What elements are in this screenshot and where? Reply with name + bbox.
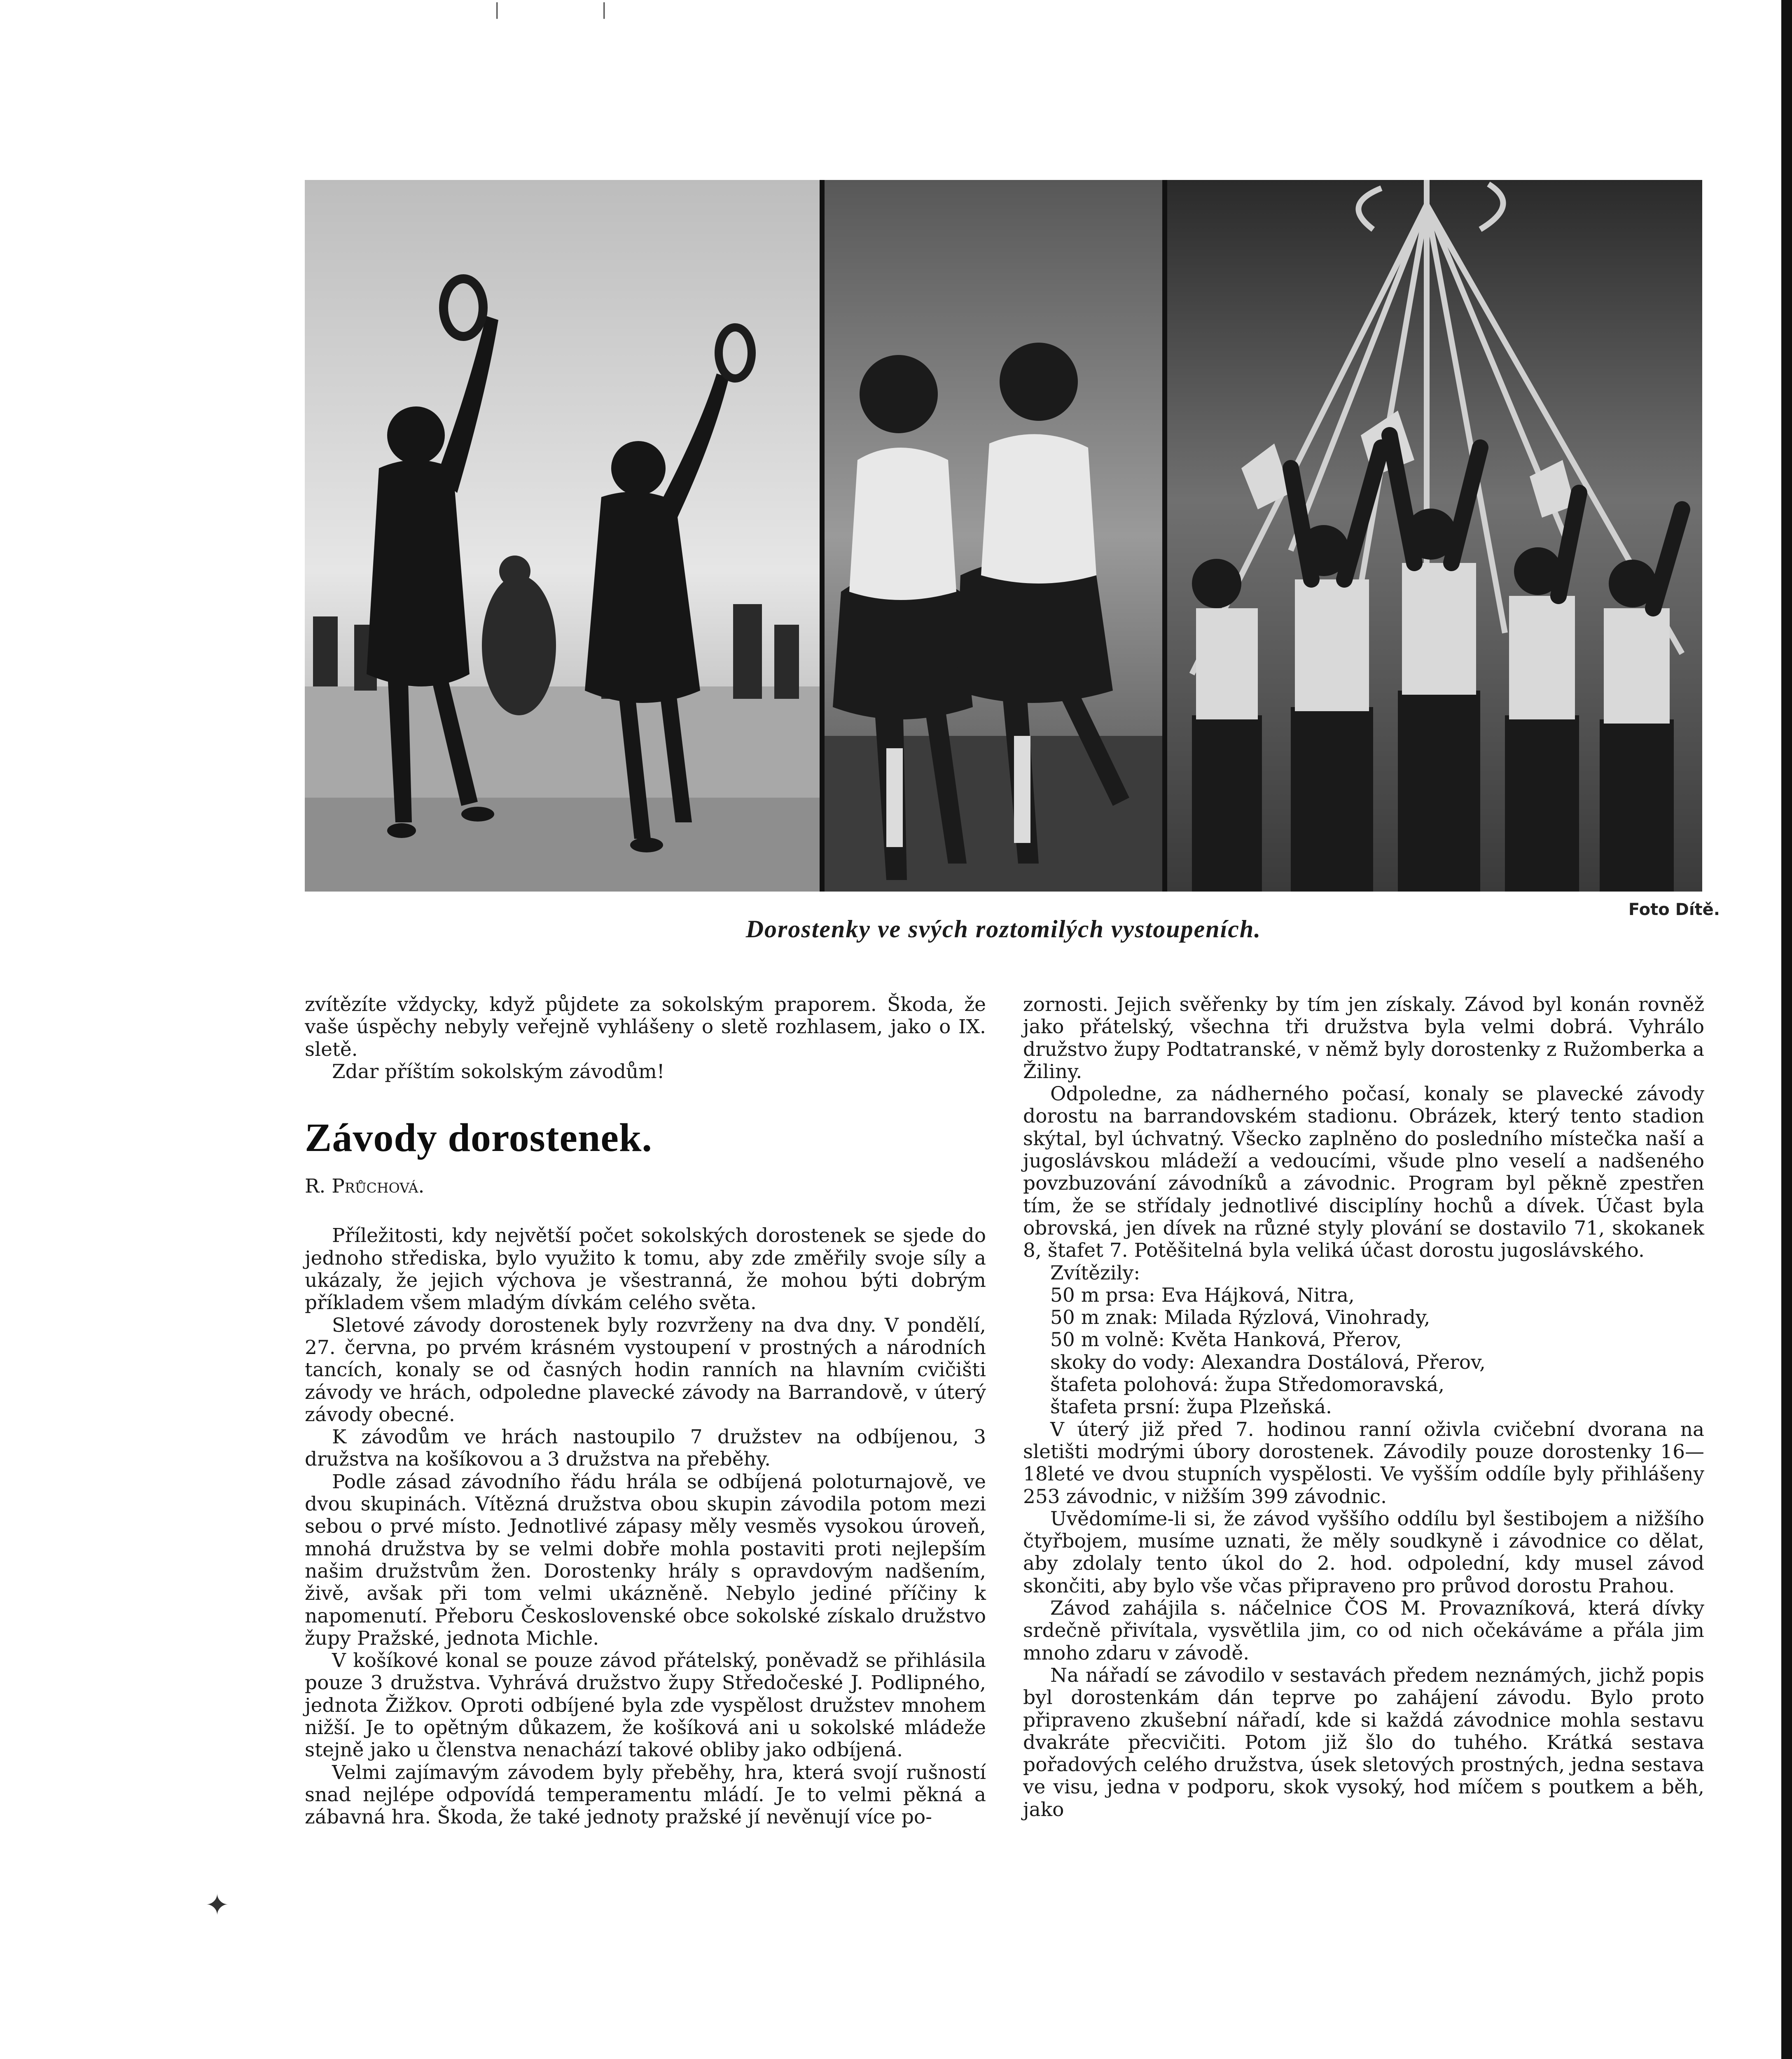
body-paragraph: Odpoledne, za nádherného počasí, konaly se plavecké závody dorostu na barrandovském stadionu. Obrázek, který tento stadion skýtal, byl úchvatný. Všecko zaplněno do posledního místečka naší a jugoslávskou mládeží a vedoucími, všude plno veselí a nadšeného povzbuzování závodníků a závodnic. Program byl pěkně zpestřen tím, že se střídaly jednotlivé disciplíny hochů a dívek. Účast byla obrovská, jen dívek na různé styly plování se dostavilo 71, skokanek 8, štafet 7. Potěšitelná byla veliká účast dorostu jugoslávského. [1023, 1083, 1704, 1262]
photo-credit: Foto Dítě. [1628, 900, 1720, 919]
body-paragraph: V košíkové konal se pouze závod přátelský, poněvadž se přihlásila pouze 3 družstva. Vyhrává družstvo župy Středočeské J. Podlipného, jednota Žižkov. Oproti odbíjené byla zde vyspělost družstev mnohem nižší. Je to opětným důkazem, že košíková ani u sokolské mládeže stejně jako u členstva nenachází takové obliby jako odbíjená. [305, 1649, 986, 1762]
page-edge [1781, 0, 1792, 2059]
body-paragraph: Příležitosti, kdy největší počet sokolských dorostenek se sjede do jednoho střediska, bylo využito k tomu, aby zde změřily svoje síly a ukázaly, že jejich výchova je všestranná, že mohou býti dobrým příkladem všem mladým dívkám celého světa. [305, 1224, 986, 1314]
left-column [305, 994, 986, 1829]
photo-two-dancing-girls [825, 180, 1162, 892]
right-column [1023, 994, 1704, 1821]
winners-heading: Zvítězily: [1050, 1261, 1140, 1284]
body-paragraph: Sletové závody dorostenek byly rozvrženy na dva dny. V pondělí, 27. června, po prvém krásném vystoupení v prostných a národních tancích, konaly se od časných hodin ranních na hlavním cvičišti závody ve hrách, odpoledne plavecké závody na Barrandově, v úterý závody obecné. [305, 1314, 986, 1426]
winner-entry: 50 m volně: Květa Hanková, Přerov, [1050, 1328, 1402, 1352]
winners-list [1023, 1284, 1704, 1419]
intro-paragraph: Zdar příštím sokolským závodům! [332, 1060, 665, 1083]
photo-dancers-with-hoops [305, 180, 820, 892]
winner-entry: štafeta prsní: župa Plzeňská. [1050, 1396, 1332, 1419]
article-title: Závody dorostenek. [305, 1116, 652, 1160]
scan-mark: | [601, 0, 607, 19]
author-byline [305, 1175, 986, 1198]
photo-caption: Dorostenky ve svých roztomilých vystoupeních. [745, 915, 1262, 943]
author-initial: R. [305, 1175, 326, 1198]
photo-strip [305, 180, 1702, 892]
intro-paragraph: zvítězíte vždycky, když půjdete za sokolským praporem. Škoda, že vaše úspěchy nebyly veřejně vyhlášeny o sletě rozhlasem, jako o IX. sletě. [305, 993, 986, 1061]
author-name: Průchová. [332, 1175, 425, 1198]
body-paragraph: Na nářadí se závodilo v sestavách předem neznámých, jichž popis byl dorostenkám dán teprve po zahájení závodu. Bylo proto připraveno zkušební nářadí, kde si každá závodnice mohla sestavu dvakráte přecvičiti. Potom již šlo do tuhého. Krátká sestava pořadových celého družstva, úsek sletových prostných, jedna sestava ve visu, jedna v podporu, skok vysoký, hod míčem s poutkem a běh, jako [1023, 1664, 1704, 1821]
body-paragraph: K závodům ve hrách nastoupilo 7 družstev na odbíjenou, 3 družstva na košíkovou a 3 družstva na přeběhy. [305, 1426, 986, 1471]
body-paragraph: Uvědomíme-li si, že závod vyššího oddílu byl šestibojem a nižšího čtyřbojem, musíme uznati, že měly soudkyně i závodnice co dělat, aby zdolaly tento úkol do 2. hod. odpolední, kdy musel závod skončiti, aby bylo vše včas připraveno pro průvod dorostu Prahou. [1023, 1507, 1704, 1597]
body-paragraph: Velmi zajímavým závodem byly přeběhy, hra, která svojí rušností snad nejlépe odpovídá temperamentu mládí. Je to velmi pěkná a zábavná hra. Škoda, že také jednoty pražské jí nevěnují více po- [305, 1761, 986, 1829]
body-paragraph: V úterý již před 7. hodinou ranní oživla cvičební dvorana na sletišti modrými úbory dorostenek. Závodily pouze dorostenky 16—18leté ve dvou stupních vyspělosti. Ve vyšším oddíle byly přihlášeny 253 závodnic, v nižším 399 závodnic. [1023, 1418, 1704, 1508]
winner-entry: štafeta polohová: župa Středomoravská, [1050, 1373, 1445, 1396]
winner-entry: 50 m prsa: Eva Hájková, Nitra, [1050, 1284, 1355, 1307]
margin-mark: ✦ [205, 1888, 229, 1922]
body-paragraph: zornosti. Jejich svěřenky by tím jen získaly. Závod byl konán rovněž jako přátelský, všechna tři družstva byla velmi dobrá. Vyhrálo družstvo župy Podtatranské, v němž byly dorostenky z Ružomberka a Žiliny. [1023, 993, 1704, 1083]
body-paragraph: Podle zásad závodního řádu hrála se odbíjená poloturnajově, ve dvou skupinách. Vítězná družstva obou skupin závodila potom mezi sebou o prvé místo. Jednotlivé zápasy měly vesměs vysokou úroveň, mnohá družstva by se velmi dobře mohla postaviti proti nejlepším našim družstvům žen. Dorostenky hrály s opravdovým nadšením, živě, avšak při tom velmi ukázněně. Nebylo jediné příčiny k napomenutí. Přeboru Československé obce sokolské získalo družstvo župy Pražské, jednota Michle. [305, 1470, 986, 1650]
body-paragraph: Závod zahájila s. náčelnice ČOS M. Provazníková, která dívky srdečně přivítala, vysvětlila jim, co od nich očekáváme a přála jim mnoho zdaru v závodě. [1023, 1597, 1704, 1664]
scan-mark: | [494, 0, 500, 19]
winner-entry: 50 m znak: Milada Rýzlová, Vinohrady, [1050, 1306, 1430, 1329]
winner-entry: skoky do vody: Alexandra Dostálová, Přerov, [1050, 1351, 1486, 1374]
photo-maypole-dance [1167, 180, 1702, 892]
